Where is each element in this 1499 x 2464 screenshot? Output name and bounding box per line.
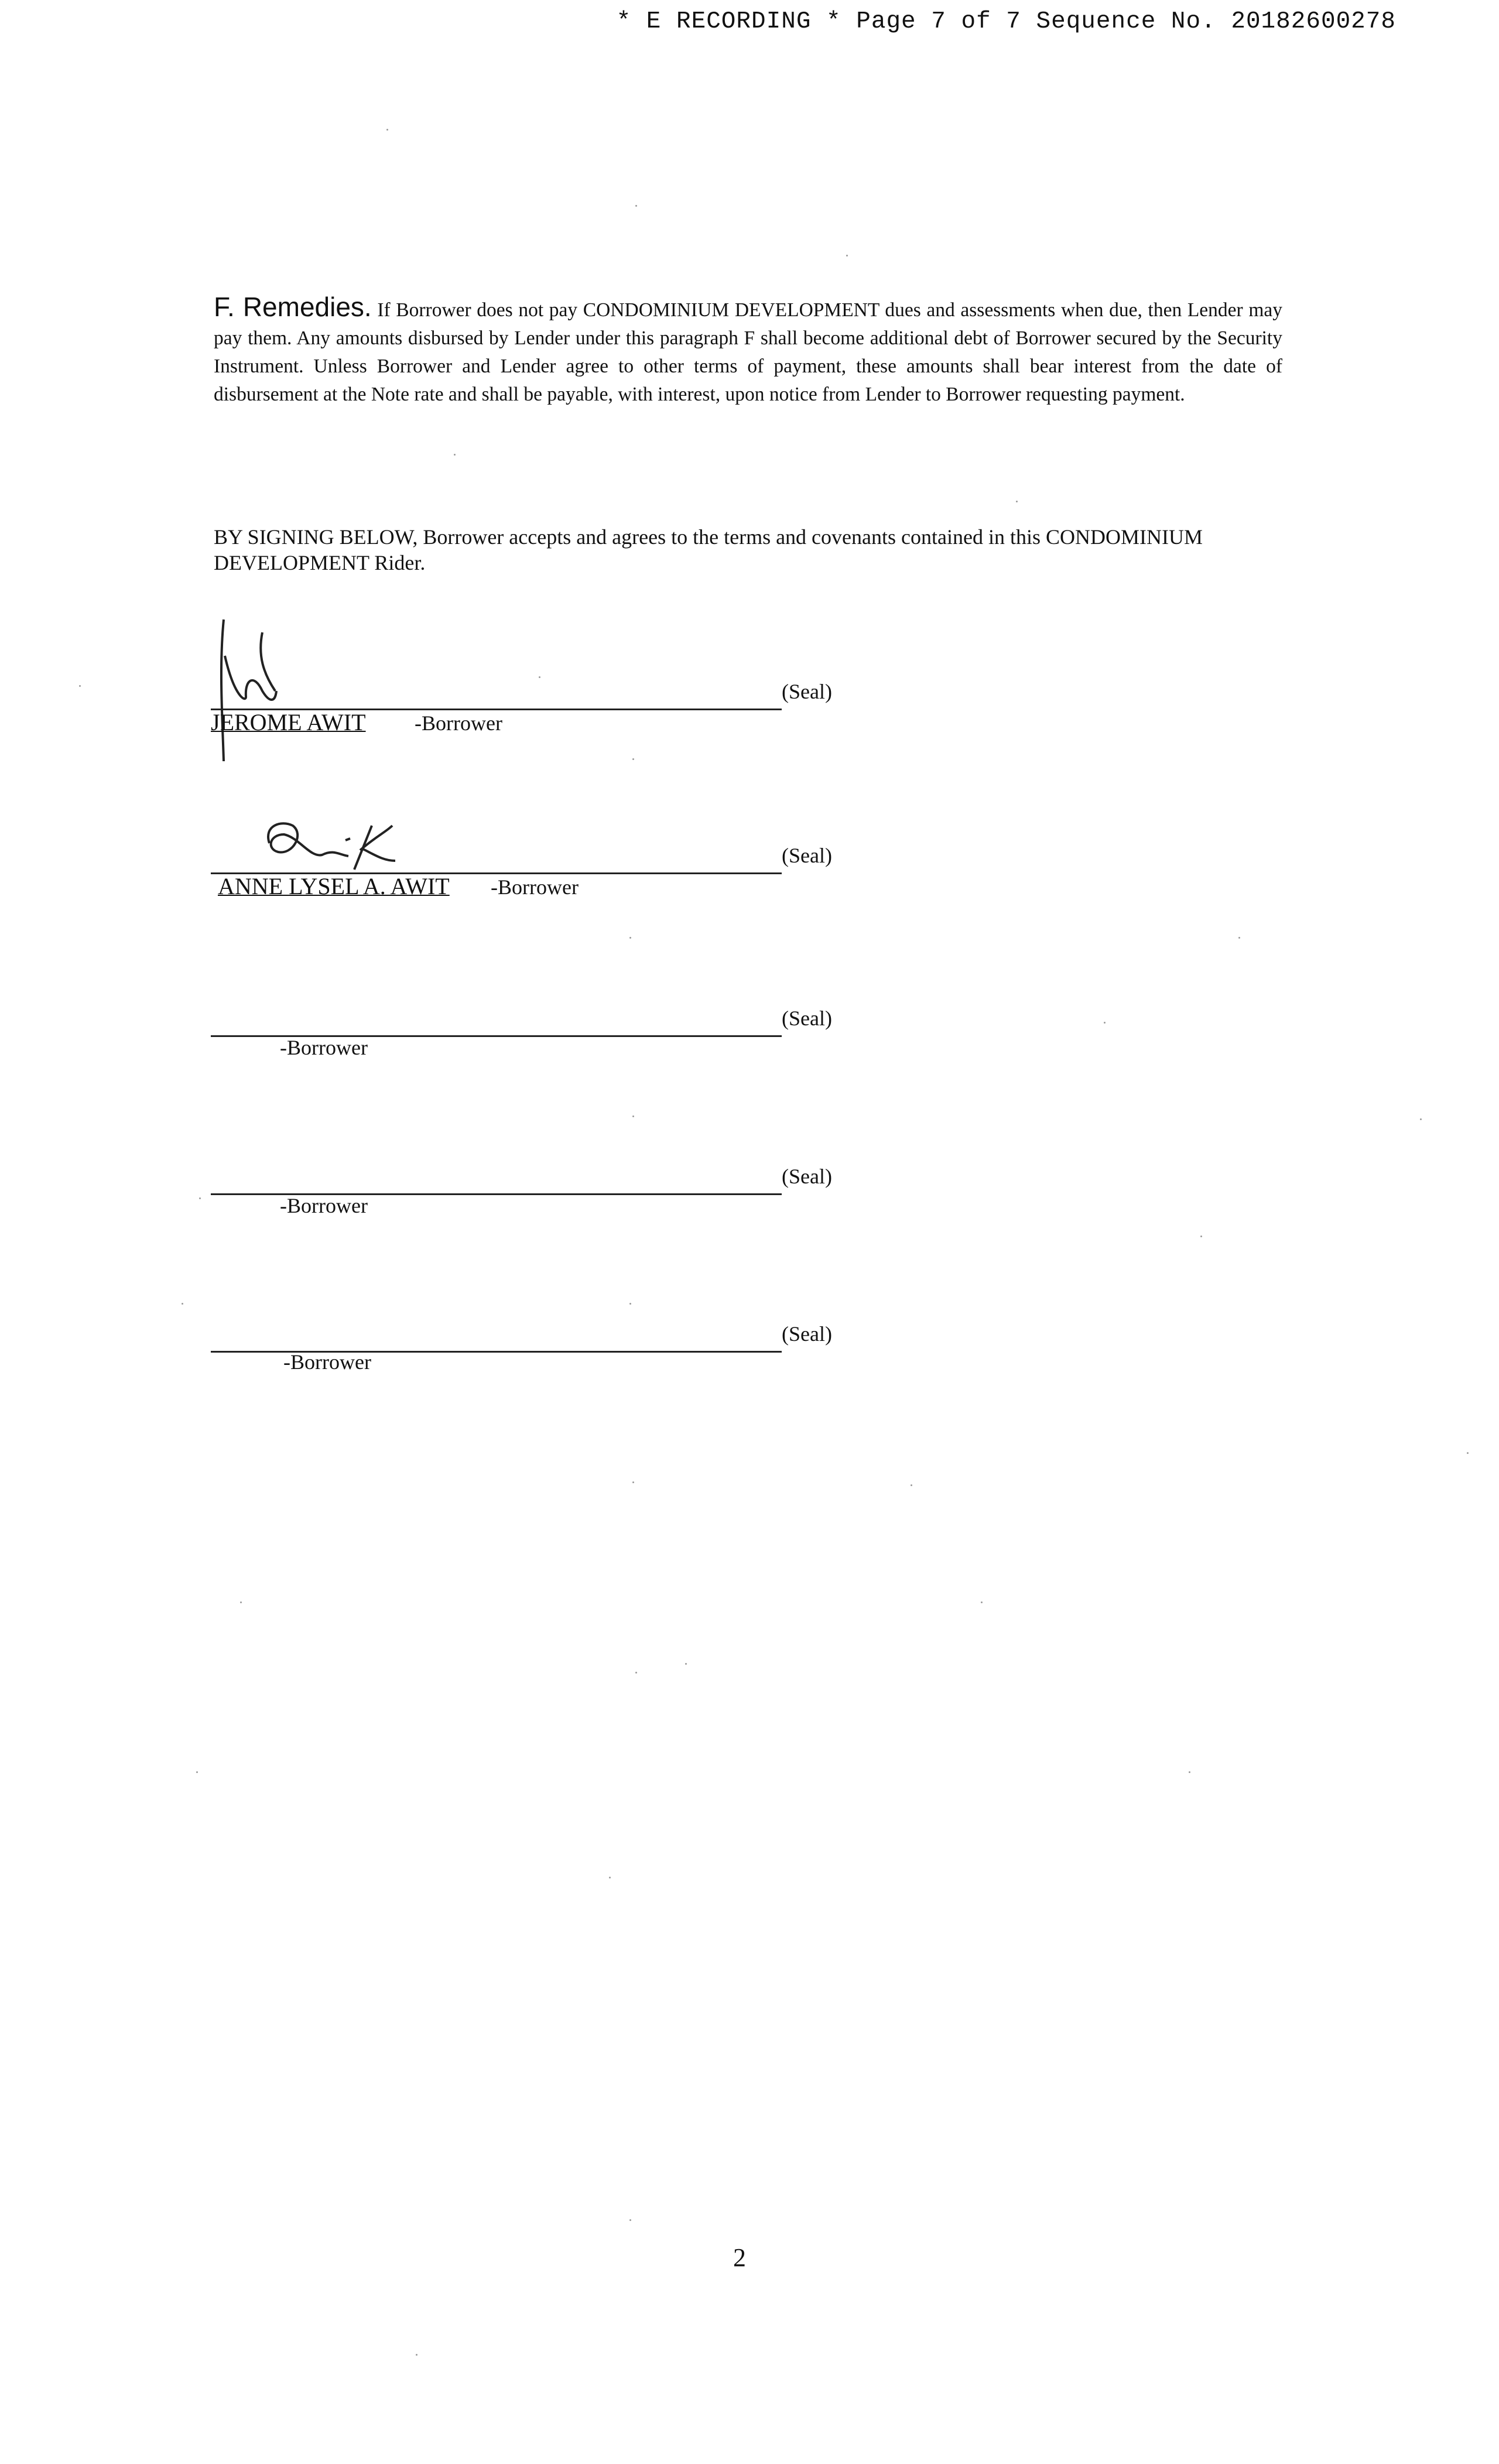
acceptance-statement: BY SIGNING BELOW, Borrower accepts and agrees to the terms and covenants contained in this CONDOMINIUM DEVELOPMENT Rider.	[214, 525, 1203, 574]
scan-speck	[454, 454, 456, 456]
scan-speck	[629, 1303, 631, 1305]
scan-speck	[1200, 1236, 1202, 1237]
seal-label-3: (Seal)	[782, 1007, 832, 1030]
scan-speck	[629, 2219, 631, 2221]
scan-speck	[981, 1601, 983, 1603]
scan-speck	[632, 1115, 634, 1117]
scan-speck	[1467, 1452, 1469, 1454]
remedies-paragraph	[214, 293, 1282, 409]
scan-speck	[386, 129, 388, 131]
scan-speck	[635, 205, 637, 207]
page-number: 2	[733, 2243, 746, 2272]
seal-label-4: (Seal)	[782, 1165, 832, 1188]
seal-label-1: (Seal)	[782, 680, 832, 703]
seal-label-5: (Seal)	[782, 1322, 832, 1346]
borrower-role-3: -Borrower	[280, 1036, 368, 1059]
scan-speck	[416, 2354, 417, 2356]
scan-speck	[1104, 1022, 1106, 1024]
signature-jerome-awit	[211, 615, 304, 767]
scan-speck	[182, 1303, 183, 1305]
borrower-role-1: -Borrower	[415, 711, 502, 735]
scan-speck	[635, 1672, 637, 1674]
scan-speck	[609, 1877, 611, 1878]
borrower-name-1: JEROME AWIT	[211, 709, 366, 735]
scan-speck	[911, 1484, 912, 1486]
scan-speck	[79, 685, 81, 687]
scan-speck	[1238, 937, 1240, 939]
scan-speck	[846, 255, 848, 256]
scan-speck	[240, 1601, 242, 1603]
borrower-role-2: -Borrower	[491, 875, 579, 899]
recording-header: * E RECORDING * Page 7 of 7 Sequence No. 20182600278	[616, 8, 1396, 35]
borrower-name-2: ANNE LYSEL A. AWIT	[218, 873, 450, 899]
scan-speck	[1016, 501, 1018, 502]
scan-speck	[632, 758, 634, 760]
scan-speck	[196, 1771, 198, 1773]
scan-speck	[199, 1197, 201, 1199]
borrower-role-4: -Borrower	[280, 1194, 368, 1217]
scan-speck	[632, 1481, 634, 1483]
scan-speck	[1189, 1771, 1190, 1773]
remedies-heading: F. Remedies.	[214, 292, 372, 322]
scan-speck	[629, 937, 631, 939]
scan-speck	[1420, 1118, 1422, 1120]
scan-speck	[685, 1663, 687, 1665]
borrower-role-5: -Borrower	[283, 1350, 371, 1374]
signature-anne-lysel-awit	[252, 814, 404, 878]
remedies-body: If Borrower does not pay CONDOMINIUM DEVELOPMENT dues and assessments when due, then Lender may pay them. Any amounts disbursed by Lender under this paragraph F shall become additional debt of Borrower secured by the Security Instrument. Unless Borrower and Lender agree to other terms of payment, these amounts shall bear interest from the date of disbursement at the Note rate and shall be payable, with interest, upon notice from Lender to Borrower requesting payment.	[214, 299, 1283, 405]
scan-speck	[539, 676, 540, 678]
seal-label-2: (Seal)	[782, 844, 832, 867]
